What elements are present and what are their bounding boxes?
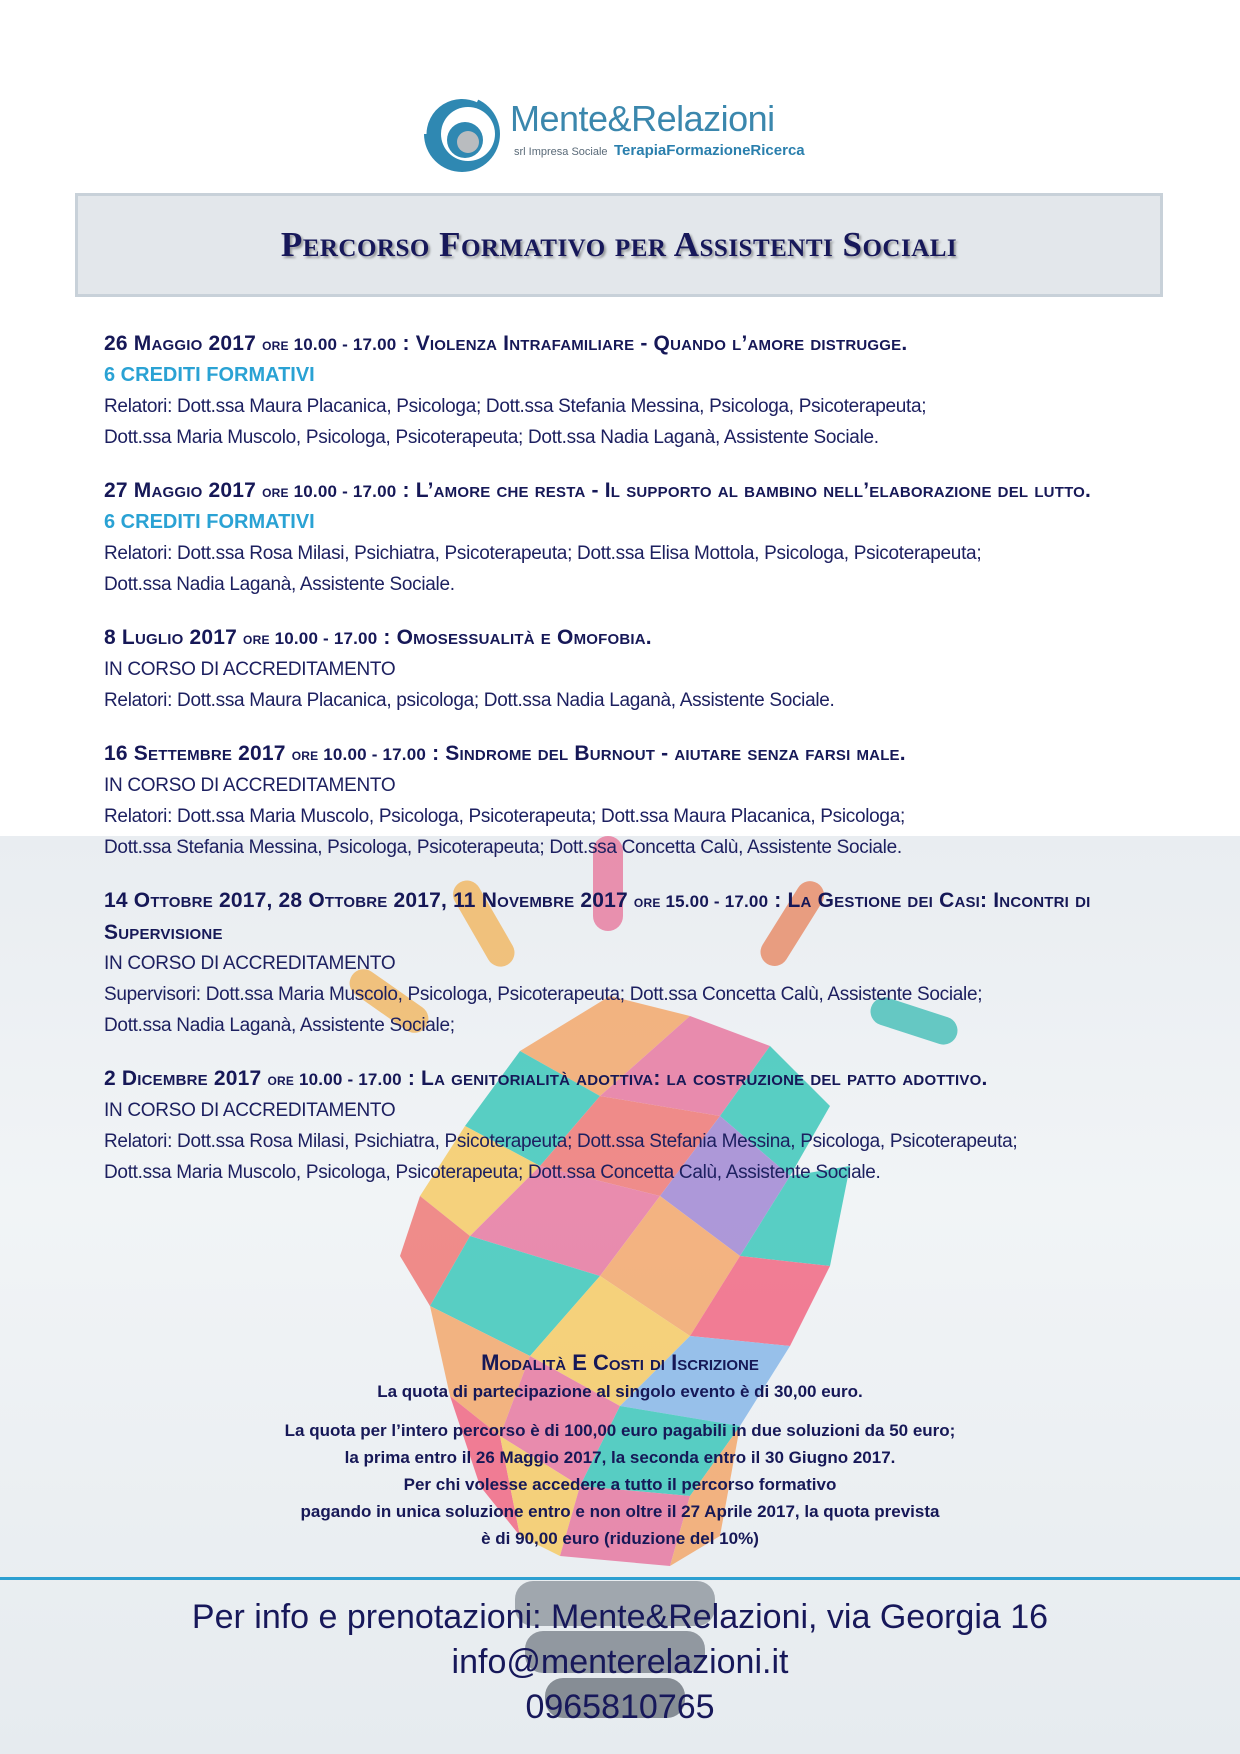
- event-topic: : Omosessualità e Omofobia.: [383, 626, 652, 649]
- events-list: [104, 328, 1134, 1210]
- event-topic: : Violenza Intrafamiliare - Quando l’amore distrugge.: [402, 332, 908, 355]
- costs-title: Modalità E Costi di Iscrizione: [481, 1350, 759, 1375]
- logo: [418, 92, 818, 176]
- event-status: IN CORSO DI ACCREDITAMENTO: [104, 775, 396, 796]
- footer-contacts: [0, 1595, 1240, 1730]
- title-banner: [75, 193, 1163, 297]
- event-speakers: Relatori: Dott.ssa Rosa Milasi, Psichiatra, Psicoterapeuta; Dott.ssa Elisa Mottola, Psicologa, Psicoterapeuta;: [104, 543, 982, 564]
- logo-subtitle-right: TerapiaFormazioneRicerca: [614, 142, 805, 159]
- event-heading: [104, 328, 1134, 360]
- footer-divider: [0, 1577, 1240, 1580]
- costs-line: è di 90,00 euro (riduzione del 10%): [481, 1529, 759, 1548]
- footer-phone: 0965810765: [525, 1688, 715, 1726]
- event-time: ore 15.00 - 17.00: [633, 892, 769, 911]
- event-date: 27 Maggio 2017: [104, 479, 257, 502]
- logo-name: Mente&Relazioni: [510, 98, 775, 139]
- event-speakers: Supervisori: Dott.ssa Maria Muscolo, Psicologa, Psicoterapeuta; Dott.ssa Concetta Calù, Assistente Sociale;: [104, 984, 983, 1005]
- logo-spiral-icon: [418, 92, 502, 176]
- costs-line: la prima entro il 26 Maggio 2017, la seconda entro il 30 Giugno 2017.: [344, 1448, 896, 1467]
- event-item: [104, 738, 1134, 863]
- costs-section: [150, 1348, 1090, 1552]
- event-speakers: Dott.ssa Nadia Laganà, Assistente Sociale.: [104, 574, 455, 595]
- event-date: 8 Luglio 2017: [104, 626, 237, 649]
- event-heading: [104, 885, 1134, 948]
- event-speakers: Dott.ssa Nadia Laganà, Assistente Sociale;: [104, 1015, 455, 1036]
- event-item: [104, 475, 1134, 600]
- event-item: [104, 885, 1134, 1041]
- event-heading: [104, 622, 1134, 654]
- event-speakers: Dott.ssa Maria Muscolo, Psicologa, Psicoterapeuta; Dott.ssa Concetta Calù, Assistente Sociale.: [104, 1162, 881, 1183]
- event-time: ore 10.00 - 17.00: [262, 482, 397, 501]
- event-time: ore 10.00 - 17.00: [267, 1070, 402, 1089]
- event-speakers: Dott.ssa Maria Muscolo, Psicologa, Psicoterapeuta; Dott.ssa Nadia Laganà, Assistente Sociale.: [104, 427, 879, 448]
- event-speakers: Relatori: Dott.ssa Maura Placanica, psicologa; Dott.ssa Nadia Laganà, Assistente Sociale.: [104, 690, 835, 711]
- event-topic: : La Gestione dei Casi: Incontri di Supervisione: [104, 889, 1091, 944]
- event-item: [104, 328, 1134, 453]
- event-time: ore 10.00 - 17.00: [243, 629, 378, 648]
- costs-line: La quota di partecipazione al singolo evento è di 30,00 euro.: [377, 1382, 863, 1401]
- event-date: 26 Maggio 2017: [104, 332, 257, 355]
- event-topic: : L’amore che resta - Il supporto al bambino nell’elaborazione del lutto.: [402, 479, 1092, 502]
- event-status: IN CORSO DI ACCREDITAMENTO: [104, 953, 396, 974]
- footer-info: Per info e prenotazioni: Mente&Relazioni, via Georgia 16: [191, 1598, 1049, 1636]
- event-time: ore 10.00 - 17.00: [262, 335, 397, 354]
- event-speakers: Dott.ssa Stefania Messina, Psicologa, Psicoterapeuta; Dott.ssa Concetta Calù, Assistente Sociale.: [104, 837, 902, 858]
- event-heading: [104, 475, 1134, 507]
- event-date: 2 Dicembre 2017: [104, 1067, 262, 1090]
- event-status: 6 CREDITI FORMATIVI: [104, 364, 315, 386]
- event-status: IN CORSO DI ACCREDITAMENTO: [104, 1100, 396, 1121]
- event-speakers: Relatori: Dott.ssa Maria Muscolo, Psicologa, Psicoterapeuta; Dott.ssa Maura Placanica, Psicologa;: [104, 806, 905, 827]
- event-speakers: Relatori: Dott.ssa Rosa Milasi, Psichiatra, Psicoterapeuta; Dott.ssa Stefania Messina, Psicologa, Psicoterapeuta;: [104, 1131, 1018, 1152]
- event-topic: : La genitorialità adottiva: la costruzione del patto adottivo.: [407, 1067, 988, 1090]
- event-heading: [104, 1063, 1134, 1095]
- footer-email: info@menterelazioni.it: [451, 1643, 789, 1681]
- event-date: 14 Ottobre 2017, 28 Ottobre 2017, 11 Novembre 2017: [104, 889, 628, 912]
- event-date: 16 Settembre 2017: [104, 742, 286, 765]
- event-item: [104, 622, 1134, 716]
- costs-line: pagando in unica soluzione entro e non oltre il 27 Aprile 2017, la quota prevista: [300, 1502, 940, 1521]
- event-heading: [104, 738, 1134, 770]
- event-status: 6 CREDITI FORMATIVI: [104, 511, 315, 533]
- event-status: IN CORSO DI ACCREDITAMENTO: [104, 659, 396, 680]
- event-topic: : Sindrome del Burnout - aiutare senza farsi male.: [432, 742, 906, 765]
- logo-subtitle-left: srl Impresa Sociale: [514, 146, 608, 158]
- page-title: Percorso Formativo per Assistenti Sociali: [280, 225, 958, 264]
- event-item: [104, 1063, 1134, 1188]
- costs-line: La quota per l’intero percorso è di 100,00 euro pagabili in due soluzioni da 50 euro;: [284, 1421, 956, 1440]
- event-speakers: Relatori: Dott.ssa Maura Placanica, Psicologa; Dott.ssa Stefania Messina, Psicologa, Psicoterapeuta;: [104, 396, 927, 417]
- costs-line: Per chi volesse accedere a tutto il percorso formativo: [403, 1475, 837, 1494]
- event-time: ore 10.00 - 17.00: [291, 745, 427, 764]
